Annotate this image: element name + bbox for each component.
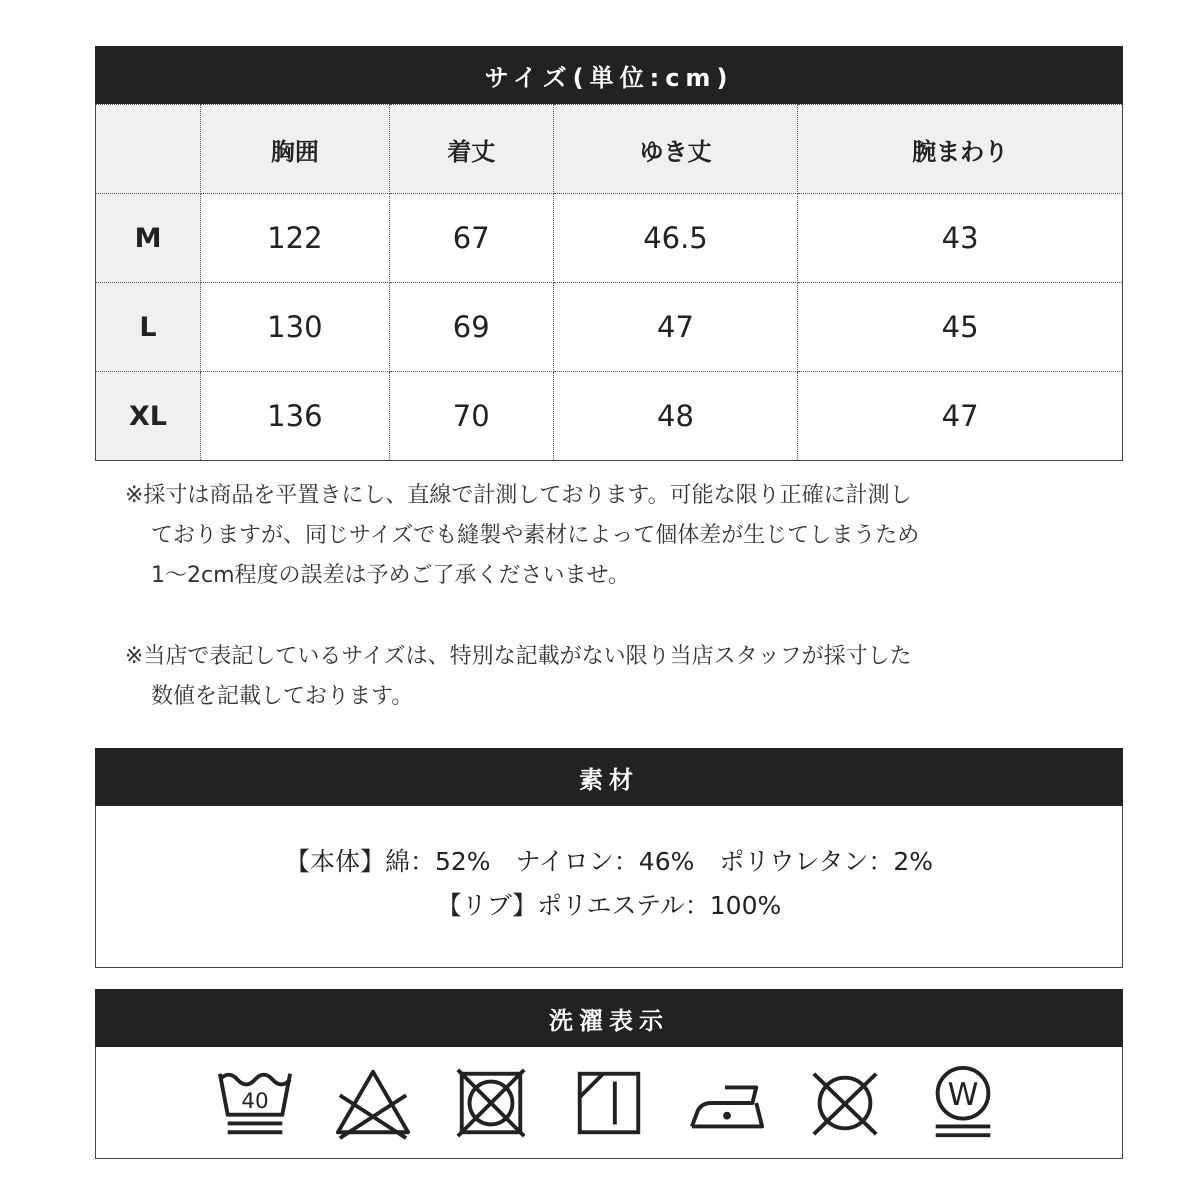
table-row — [96, 372, 1123, 461]
care-box — [95, 1047, 1123, 1159]
note-line: 数値を記載しております。 — [151, 684, 414, 709]
table-cell: 47 — [553, 283, 797, 372]
table-cell: 45 — [798, 283, 1123, 372]
table-cell: 136 — [201, 372, 390, 461]
care-icons-row — [96, 1047, 1122, 1158]
table-row — [96, 194, 1123, 283]
no-tumble-dry-icon — [432, 1063, 550, 1143]
column-header: ゆき丈 — [553, 105, 797, 194]
wet-clean-letter: W — [947, 1076, 979, 1113]
no-dry-clean-icon — [786, 1063, 904, 1143]
note-line: ※採寸は商品を平置きにし、直線で計測しております。可能な限り正確に計測し — [125, 483, 912, 508]
table-corner-cell — [96, 105, 201, 194]
material-section-title: 素材 — [95, 748, 1123, 806]
table-row — [96, 283, 1123, 372]
no-bleach-icon — [314, 1063, 432, 1143]
wash-40-gentle-icon — [196, 1063, 314, 1143]
table-cell: 130 — [201, 283, 390, 372]
column-header: 腕まわり — [798, 105, 1123, 194]
column-header: 胸囲 — [201, 105, 390, 194]
size-notation-note — [125, 637, 1045, 717]
size-label: XL — [96, 372, 201, 461]
column-header: 着丈 — [389, 105, 553, 194]
wet-clean-gentle-icon — [904, 1063, 1022, 1143]
table-header-row — [96, 105, 1123, 194]
size-section-title: サイズ(単位:cm) — [95, 46, 1123, 104]
note-line: 1〜2cm程度の誤差は予めご了承くださいませ。 — [151, 563, 630, 588]
table-cell: 46.5 — [553, 194, 797, 283]
size-label: L — [96, 283, 201, 372]
iron-low-icon — [668, 1063, 786, 1143]
material-box — [95, 806, 1123, 968]
table-cell: 67 — [389, 194, 553, 283]
note-line: ※当店で表記しているサイズは、特別な記載がない限り当店スタッフが採寸した — [125, 644, 912, 669]
care-section-title: 洗濯表示 — [95, 989, 1123, 1047]
line-dry-shade-icon — [550, 1063, 668, 1143]
table-cell: 43 — [798, 194, 1123, 283]
wash-temp-text: 40 — [241, 1088, 269, 1114]
table-cell: 48 — [553, 372, 797, 461]
table-cell: 47 — [798, 372, 1123, 461]
table-cell: 69 — [389, 283, 553, 372]
size-table — [95, 104, 1123, 461]
material-rib-line: 【リブ】ポリエステル：100% — [436, 891, 782, 920]
measurement-note — [125, 476, 1045, 596]
table-cell: 122 — [201, 194, 390, 283]
size-label: M — [96, 194, 201, 283]
note-line: ておりますが、同じサイズでも縫製や素材によって個体差が生じてしまうため — [151, 523, 920, 548]
table-cell: 70 — [389, 372, 553, 461]
material-body-line: 【本体】綿：52% ナイロン：46% ポリウレタン：2% — [284, 847, 934, 876]
